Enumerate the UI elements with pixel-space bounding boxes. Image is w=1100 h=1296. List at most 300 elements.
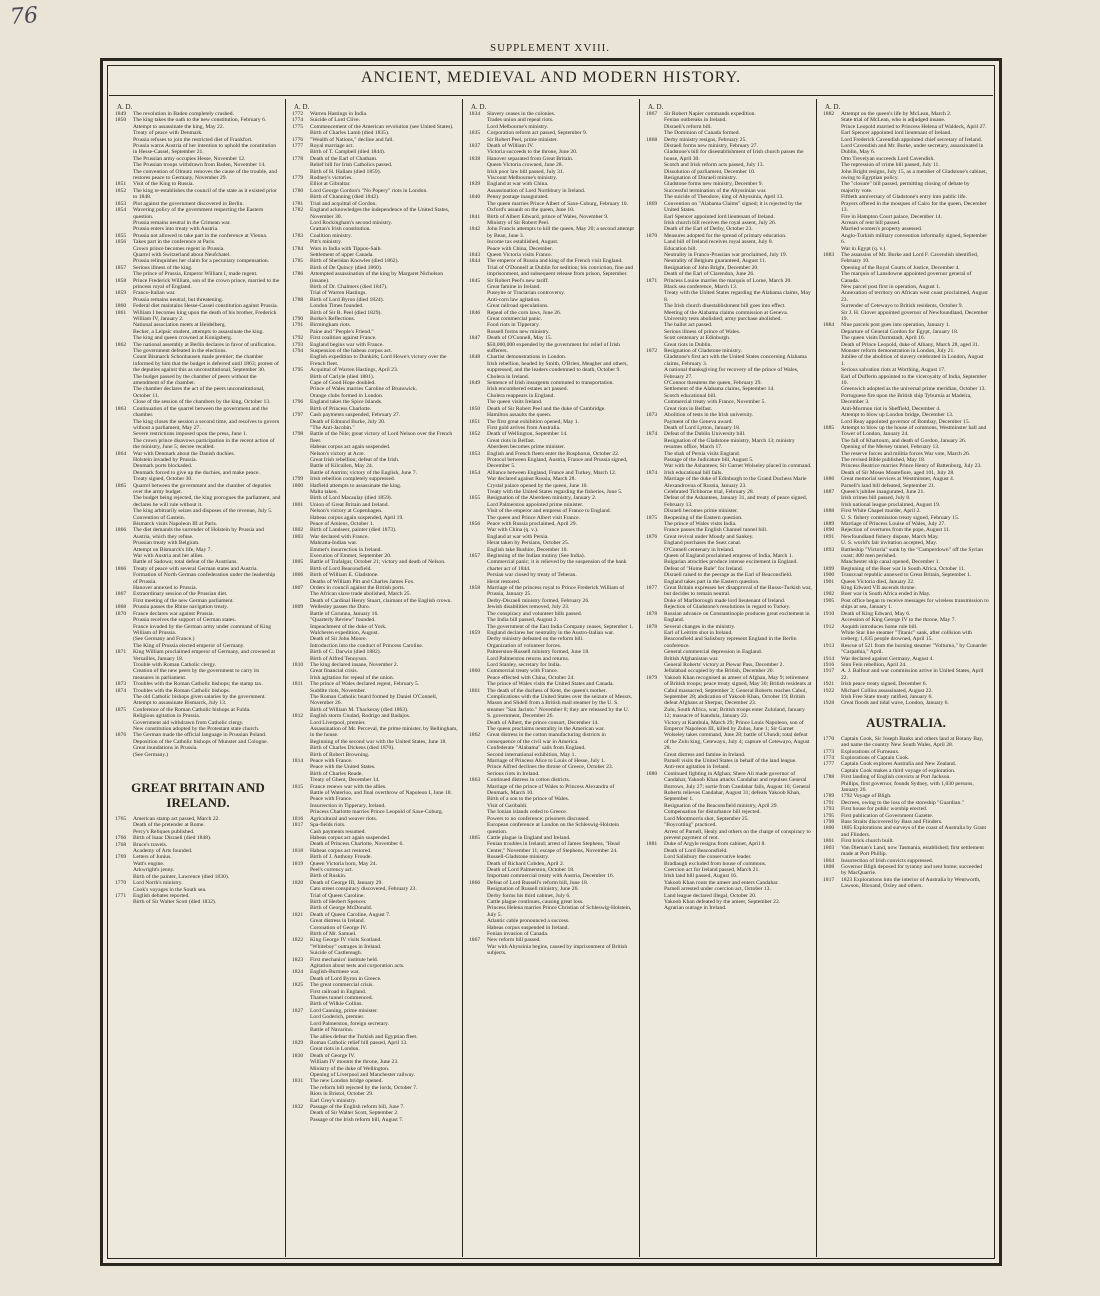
timeline-entry: [646, 771, 812, 803]
entry-text: Great riots in Belfast.: [487, 437, 536, 444]
entry-year: 1827: [292, 1007, 304, 1014]
timeline-entry: [115, 495, 281, 508]
entry-text: Derby forms his third cabinet, July 6.: [487, 892, 571, 899]
entry-text: Commercial treaty with France.: [487, 668, 559, 675]
entry-text: Attempt on Bismarck's life, May 7.: [133, 546, 212, 553]
entry-text: Black sea conference, March 13.: [664, 283, 738, 290]
entry-text: New constitution adopted by the Protestant state church.: [133, 726, 260, 732]
entry-text: Irish poor law bill passed, July 31.: [487, 168, 565, 175]
entry-text: Birth of George McDonald.: [310, 905, 373, 912]
timeline-entry: [115, 278, 281, 291]
entry-text: A. J. Balfour and war commission arrive in United States, April 22.: [841, 668, 984, 681]
entry-year: 1901: [823, 578, 835, 585]
entry-text: Irish rebellion completely suppressed.: [310, 476, 396, 483]
entry-year: 1788: [292, 296, 304, 303]
entry-text: Death of Lord Palmerston, October 18.: [487, 866, 575, 873]
entry-text: Irish land bill passed, August 16.: [664, 873, 738, 880]
entry-text: Wellesley passes the Duro.: [310, 604, 371, 611]
entry-text: Coronation of George IV.: [310, 924, 367, 931]
entry-year: 1829: [292, 1039, 304, 1046]
ad-label: A. D.: [825, 103, 841, 111]
entry-year: 1871: [646, 277, 658, 284]
entry-year: 1772: [292, 111, 304, 117]
entry-text: The king and queen crowned at Konigsberg.: [133, 335, 233, 342]
entry-text: Marriage of Princess Alice to Louis of Hesse, July 1.: [487, 758, 606, 765]
entry-year: 1913: [823, 642, 835, 649]
entry-text: Continued distress in cotton districts.: [487, 777, 571, 784]
timeline-entry: [646, 438, 812, 451]
entry-text: Puseyite or Tractarian controversy.: [487, 290, 565, 297]
entry-year: [646, 707, 664, 720]
entry-text: War declared against Germany, August 4.: [841, 655, 934, 662]
timeline-entry: [823, 252, 989, 265]
supplement-header: SUPPLEMENT XVIII.: [489, 42, 611, 54]
entry-text: Battle of Navarino.: [310, 1027, 354, 1034]
timeline-entry: [115, 188, 281, 201]
entry-text: The queen visits Ireland.: [487, 399, 543, 406]
entry-text: Union of Great Britain and Ireland.: [310, 501, 389, 508]
entry-text: American stamp act passed, March 22.: [133, 816, 220, 823]
entry-text: Gladstone's bill for disestablishment of Irish church passes the house, April 30.: [664, 149, 804, 162]
entry-text: Ministry of Sir Robert Peel.: [487, 219, 550, 226]
entry-text: Quarrel with Switzerland about Neufchatel.: [133, 251, 231, 258]
entry-year: [823, 143, 841, 156]
entry-text: Agitation about tests and corporation acts.: [310, 963, 405, 970]
entry-text: Cato street conspiracy discovered, February 23.: [310, 886, 417, 893]
entry-year: 1857: [115, 264, 127, 271]
entry-year: 1860: [469, 668, 481, 675]
timeline-entry: [646, 290, 812, 303]
entry-text: First meeting of the new German parliament.: [133, 597, 234, 604]
entry-year: 1849: [469, 380, 481, 387]
entry-year: 1858: [115, 277, 127, 284]
timeline-entry: [823, 825, 989, 838]
entry-text: Bruce's travels.: [133, 841, 168, 848]
entry-text: New parcel post first in operation, August 1.: [841, 283, 941, 290]
entry-text: Irish rebellion, headed by Smith, O'Brien, Meagher and others, suppressed, and the leaders condemned to death, October 9.: [487, 360, 628, 374]
timeline-entry: [115, 419, 281, 432]
entry-text: Birth of Charles Reade.: [310, 770, 363, 777]
entry-text: Sir Robert Napier commands expedition.: [664, 111, 756, 117]
entry-text: Lord North's ministry.: [133, 880, 183, 887]
entry-text: Yakoob Khan defeated by the ameer, September 22.: [664, 898, 781, 905]
entry-year: 1856: [115, 239, 127, 246]
entry-text: Attempt on the queen's life by McLean, March 2.: [841, 111, 952, 117]
entry-year: [292, 726, 310, 739]
entry-year: 1867: [469, 937, 481, 944]
entry-text: Peace effected with China, October 24.: [487, 674, 575, 681]
entry-text: Great riots in London.: [310, 1046, 360, 1053]
entry-year: 1834: [469, 111, 481, 117]
entry-year: [469, 457, 487, 470]
entry-year: [646, 495, 664, 508]
entry-text: First railroad in England.: [310, 988, 367, 995]
entry-year: 1825: [292, 982, 304, 989]
entry-text: Oxford's assault on the queen, June 10.: [487, 207, 575, 214]
entry-year: 1798: [292, 431, 304, 438]
entry-year: 1861: [115, 309, 127, 316]
entry-text: Resignation of Disraeli ministry.: [664, 175, 737, 182]
entry-text: Yakoob Khan recognised as ameer of Afghan, May 9; retirement of British troops; peace treaty signed, May 30; British residents at Cabul massacred, September 3; General Roberts reaches Cabul, September 28; abdication of Yakoob Khan, October 19; British defeat Afghans at Sherpur, December 23.: [664, 674, 812, 707]
entry-year: 1769: [115, 854, 127, 861]
ad-label: A. D.: [117, 103, 133, 111]
entry-text: The Irish church disestablishment bill goes into effect.: [664, 303, 786, 310]
entry-year: 1810: [292, 661, 304, 668]
entry-year: [823, 781, 841, 794]
entry-text: The prince of Wales visits the United States and Canada.: [487, 681, 614, 688]
entry-year: [646, 476, 664, 489]
timeline-entry: [823, 425, 989, 438]
entry-text: Death of Lord Beaconsfield.: [664, 847, 728, 854]
entry-text: Death of Sir Walter Scott, September 2.: [310, 1110, 399, 1117]
entry-year: 1786: [292, 271, 304, 278]
entry-text: Resignation of the Beaconsfield ministry, April 29.: [664, 802, 778, 809]
entry-year: [469, 342, 487, 355]
entry-text: Treaty of peace with several German states and Austria.: [133, 565, 258, 572]
entry-text: Great riots in Belfast.: [664, 405, 713, 412]
entry-text: Death of Lord Byron in Greece.: [310, 975, 382, 982]
entry-year: 1766: [115, 835, 127, 842]
entry-year: [646, 829, 664, 842]
entry-year: 1854: [115, 207, 127, 214]
entry-text: Hanover annexed to Prussia.: [133, 585, 198, 592]
entry-text: First brick church built.: [841, 838, 894, 845]
entry-text: Battle of Waterloo, and final overthrow of Napoleon I, June 18.: [310, 790, 452, 797]
entry-text: Abolition of tests in the Irish university.: [664, 412, 754, 419]
entry-text: 1805 Explorations and surveys of the coast of Australia by Grant and Flinders.: [841, 825, 987, 838]
entry-text: Birth of William M. Thackeray (died 1863).: [310, 706, 409, 713]
entry-text: Decrees, owing to the loss of the storeship "Guardian.": [841, 799, 964, 806]
entry-text: Settlement of the Alabama claims, September 14.: [664, 386, 775, 393]
entry-text: The king declared insane, November 2.: [310, 661, 399, 668]
entry-text: Birth of a son to the prince of Wales.: [487, 796, 570, 803]
entry-year: 1928: [823, 700, 835, 707]
entry-year: 1876: [115, 732, 127, 739]
entry-text: Agrarian outrage in Ireland.: [664, 905, 727, 912]
entry-text: Habeas corpus act again suspended.: [310, 444, 391, 451]
entry-text: Coalition ministry.: [310, 232, 352, 239]
entry-text: War in Egypt (q. v.).: [841, 245, 887, 252]
timeline-entry: [115, 483, 281, 496]
entry-text: Birmingham riots.: [310, 322, 352, 329]
entry-text: Lord Reay appointed governor of Bombay, December 15.: [841, 418, 971, 425]
entry-text: Death of Queen Caroline, August 7.: [310, 911, 391, 918]
entry-text: King George IV visits Scotland.: [310, 937, 382, 944]
entry-text: Birth of William E. Gladstone.: [310, 572, 379, 579]
entry-text: Great riots in Dublin.: [664, 341, 712, 348]
entry-text: Birth of Lord Beaconsfield.: [310, 565, 372, 572]
entry-year: 1803: [292, 533, 304, 540]
entry-text: European conference at London on the Schleswig-Holstein question.: [487, 822, 620, 835]
entry-text: Prussia relinquishes her claim for a pecuniary compensation.: [133, 258, 270, 265]
entry-text: Beginning of the Indian mutiny (See India).: [487, 553, 586, 560]
entry-text: Prayers offered in the mosques of Cairo for the queen, December 13.: [841, 200, 987, 214]
entry-text: Convention on "Alabama Claims" signed; it is rejected by the United States.: [664, 200, 803, 214]
entry-year: 1830: [292, 1052, 304, 1059]
entry-text: Pitt's ministry.: [310, 239, 343, 246]
entry-text: Suicide of Castlereagh.: [310, 950, 363, 957]
entry-text: Great distress and famine in Ireland.: [664, 751, 746, 758]
entry-text: Great distress in Ireland.: [310, 918, 365, 925]
great-britain-entries-5: [823, 111, 989, 707]
timeline-entry: [469, 694, 635, 720]
entry-year: 1855: [115, 232, 127, 239]
entry-text: Education bill.: [664, 245, 697, 252]
entry-year: 1843: [469, 251, 481, 258]
entry-text: Death of Edmund Burke, July 20.: [310, 418, 386, 425]
timeline-entry: [646, 905, 812, 911]
timeline-entry: [469, 905, 635, 918]
entry-text: Trial of Queen Caroline.: [310, 892, 365, 899]
entry-text: Assassination of Mr. Perceval, the prime minister, by Bellingham, in the house.: [310, 726, 458, 739]
entry-text: The conspiracy and volunteer bills passed.: [487, 610, 583, 617]
entry-year: 1797: [292, 412, 304, 419]
entry-text: Serious salvation riots at Worthing, August 17.: [841, 367, 946, 374]
entry-text: Execution of Emmet, September 20.: [310, 553, 392, 560]
entry-text: English debates reported.: [133, 892, 190, 899]
entry-year: 1868: [646, 136, 658, 143]
entry-text: England takes the Spice Islands.: [310, 399, 383, 406]
timeline-entry: [646, 149, 812, 162]
timeline-entry: [469, 265, 635, 278]
entry-text: Death of Sir Moses Montefiore, aged 101, July 28.: [841, 469, 955, 476]
entry-text: England declares her neutrality in the Austro-Italian war.: [487, 629, 615, 636]
entry-text: Confederate "Alabama" sails from England.: [487, 745, 586, 752]
entry-text: Death of William IV.: [487, 143, 534, 150]
entry-text: Death of the Earl of Chatham.: [310, 155, 378, 162]
entry-year: [469, 361, 487, 374]
entry-text: Peace with France.: [310, 758, 353, 765]
timeline-entry: [646, 829, 812, 842]
ad-label: A. D.: [648, 103, 664, 111]
entry-text: Troubles with the Roman Catholic bishops; the stamp tax.: [133, 681, 263, 688]
entry-text: Rejection of overtures from the pope, August 11.: [841, 527, 951, 534]
entry-text: Birth of Sheridan Knowles (died 1862).: [310, 258, 399, 265]
entry-text: Attempt to blow up London bridge, December 13.: [841, 412, 954, 419]
entry-text: First White Chapel murder, April 2.: [841, 508, 921, 515]
entry-year: 1866: [115, 527, 127, 534]
entry-year: [469, 841, 487, 854]
entry-text: Land league declared illegal, October 20.: [664, 892, 757, 899]
entry-text: Resignation of Russell ministry, June 26.: [487, 886, 579, 893]
timeline-entry: [646, 495, 812, 508]
entry-text: Manchester ship canal opened, December 1.: [841, 559, 940, 566]
entry-text: "Quarterly Review" founded.: [310, 617, 376, 624]
entry-year: 1855: [469, 495, 481, 502]
entry-text: Federal diet maintains Hesse-Cassel constitution against Prussia.: [133, 303, 278, 310]
entry-text: Birth of Sir R. Peel (died 1829).: [310, 309, 382, 316]
entry-year: 1801: [292, 501, 304, 508]
entry-year: 1803: [823, 844, 835, 851]
entry-year: 1852: [469, 431, 481, 438]
entry-year: 1770: [823, 735, 835, 742]
entry-year: 1874: [646, 469, 658, 476]
timeline-entry: [823, 181, 989, 194]
entry-year: 1790: [292, 316, 304, 322]
entry-text: Bismarck visits Napoleon III at Paris.: [133, 521, 218, 527]
entry-year: [646, 149, 664, 162]
entry-year: 1863: [469, 777, 481, 784]
entry-text: London Times founded.: [310, 303, 364, 310]
entry-text: The German made the official language in Prussian Poland.: [133, 732, 267, 739]
entry-year: 1789: [823, 793, 835, 800]
entry-text: Government aid withdrawn from Catholic clergy.: [133, 719, 244, 726]
entry-text: The queen and Prince Albert visit France.: [487, 514, 581, 521]
entry-year: 1819: [292, 860, 304, 867]
entry-text: Slavery ceases in the colonies.: [487, 111, 556, 117]
entry-text: Crystal palace opened by the queen, June 10.: [487, 482, 588, 489]
entry-text: Prussia refuses to join the restricted diet of Frankfort.: [133, 136, 253, 143]
entry-text: Monster reform demonstration in London, July 21.: [841, 348, 955, 355]
entry-year: 1774: [292, 117, 304, 124]
entry-text: Hatfield attempts to assassinate the king.: [310, 482, 402, 489]
entry-text: 1823 Explorations into the interior of Australia by Wentworth, Lawson, Bloxand, Oxley and others.: [841, 876, 981, 890]
timeline-entry: [823, 736, 989, 749]
entry-text: Income tax established, August.: [487, 239, 559, 246]
entry-text: Important commercial treaty with Austria, December 16.: [487, 873, 615, 880]
entry-text: Battle of the Nile; great victory of Lord Nelson over the French fleet.: [310, 431, 453, 444]
entry-text: The government of the East India Company ceases, September 1.: [487, 623, 634, 630]
entry-text: Fenian outbreaks in Ireland.: [664, 117, 727, 124]
entry-text: "Wealth of Nations," decline and fall.: [310, 136, 394, 143]
entry-text: Trial of Warren Hastings.: [310, 290, 367, 297]
entry-text: Death of Sir John Moore.: [310, 636, 368, 643]
entry-text: The first great exhibition opened, May 1.: [487, 418, 579, 425]
entry-text: Death of Wellington, September 14.: [487, 431, 568, 438]
entry-year: [823, 201, 841, 214]
entry-text: Food riots in Tipperary.: [487, 322, 540, 329]
entry-text: William I becomes king upon the death of his brother, Frederick William IV, January 2.: [133, 309, 277, 322]
entry-year: 1779: [292, 175, 304, 182]
entry-year: 1792: [292, 335, 304, 342]
entry-text: Protocol between England, Austria, France and Prussia signed, December 5.: [487, 456, 628, 470]
entry-text: Scott centenary at Edinburgh.: [664, 335, 731, 342]
entry-text: Suspension of the habeas corpus act.: [310, 348, 393, 355]
entry-text: Battleship "Victoria" sunk by the "Camperdown" off the Syrian coast; 400 men perished.: [841, 546, 983, 560]
entry-text: King William proclaimed emperor of Germany, and crowned at Versailles, January 18.: [133, 649, 276, 662]
entry-text: Death of Lord Lytton, January 18.: [664, 424, 741, 431]
entry-text: Arkwright's jenny.: [133, 867, 175, 874]
entry-text: Birth of Alfred Tennyson.: [310, 655, 368, 662]
entry-text: Suddite riots, November.: [310, 687, 366, 694]
entry-text: First coalition against France.: [310, 335, 377, 342]
entry-text: Captain Cook, Sir Joseph Banks and others land at Botany Bay, and name the country New South Wales, April 28.: [841, 735, 984, 749]
entry-text: Habeas corpus suspended in Ireland.: [487, 924, 569, 931]
entry-text: Defeat of Lord Russell's reform bill, June 18.: [487, 879, 589, 886]
entry-year: 1784: [292, 245, 304, 252]
entry-year: 1890: [823, 527, 835, 534]
entry-text: Palmerston-Russell ministry formed, June 18.: [487, 649, 590, 656]
entry-year: 1806: [292, 572, 304, 579]
entry-text: Beaconsfield and Salisbury represent England in the Berlin conference.: [664, 636, 797, 649]
entry-year: 1847: [469, 335, 481, 342]
entry-year: [469, 822, 487, 835]
entry-year: [646, 354, 664, 367]
entry-text: The assassins of Mr. Burke and Lord F. Cavendish identified, February 10.: [841, 251, 979, 265]
entry-text: Lord Frederick Cavendish appointed chief secretary of Ireland.: [841, 136, 983, 143]
entry-text: Lord Salisbury the conservative leader.: [664, 854, 752, 861]
entry-text: Corporation reform act passed, September 9.: [487, 130, 588, 137]
entry-text: Second international exhibition, May 1.: [487, 751, 576, 758]
entry-text: Herat taken by Persians, October 25.: [487, 540, 570, 547]
entry-text: Lord Melbourne's ministry.: [487, 123, 549, 130]
entry-text: Queen's jubilee inaugurated, June 21.: [841, 488, 925, 495]
entry-year: 1831: [292, 1078, 304, 1085]
entry-text: O'Connor threatens the queen, February 29.: [664, 380, 762, 387]
entry-year: 1774: [823, 755, 835, 761]
entry-text: Percy's Reliques published.: [133, 828, 195, 835]
entry-text: University tests abolished; army purchase abolished.: [664, 316, 782, 322]
entry-text: Birth of Mr. Samuel.: [310, 931, 357, 937]
entry-year: 1823: [292, 956, 304, 963]
timeline-entry: [292, 694, 458, 707]
entry-text: Bass Straits discovered by Bass and Flinders.: [841, 819, 943, 826]
entry-text: Disraeli raised to the peerage as the Earl of Beaconsfield.: [664, 572, 793, 579]
entry-year: 1804: [823, 857, 835, 864]
entry-text: Rodney's victories.: [310, 175, 353, 182]
entry-text: Emmet's insurrection in Ireland.: [310, 546, 382, 553]
entry-text: The ballot act passed.: [664, 322, 713, 329]
entry-year: 1859: [469, 629, 481, 636]
timeline-entry: [823, 169, 989, 182]
timeline-entry: [115, 527, 281, 540]
entry-year: 1824: [292, 969, 304, 976]
entry-year: 1815: [292, 783, 304, 790]
entry-text: Marriage of the princess royal to Prince Frederick William of Prussia, January 25.: [487, 585, 625, 598]
entry-year: 1869: [646, 200, 658, 207]
entry-text: Russell forms new ministry.: [487, 328, 550, 335]
entry-year: 1912: [823, 623, 835, 630]
entry-year: [469, 694, 487, 720]
entry-text: Riots in Bristol, October 29.: [310, 1091, 374, 1098]
entry-text: Treaty with the United States regarding the fisheries, June 5.: [487, 488, 623, 495]
entry-text: Parnell visits the United States in behalf of the land league.: [664, 758, 797, 765]
entry-text: Peace of Amiens, October 1.: [310, 521, 374, 527]
entry-year: 1851: [115, 181, 127, 188]
entry-year: 1844: [469, 258, 481, 265]
entry-year: 1807: [292, 585, 304, 592]
entry-text: Great distress in the cotton manufacturing districts in consequence of the civil war in America.: [487, 732, 606, 745]
entry-text: Visit of the emperor and empress of France to England.: [487, 508, 611, 515]
entry-year: 1783: [292, 232, 304, 239]
entry-text: Rescue of 521 from the burning steamer "Volturno," by Cunarder "Carpathia," April.: [841, 642, 988, 656]
entry-text: Nine parcels post goes into operation, January 1.: [841, 322, 950, 329]
entry-text: The shah of Persia visits England.: [664, 450, 741, 457]
entry-text: Alliance between England, France and Turkey, March 12.: [487, 469, 617, 476]
entry-text: Aberdeen becomes prime minister.: [487, 444, 565, 451]
entry-text: Post office began to receive messages for wireless transmission to ships at sea, January 1.: [841, 597, 989, 611]
entry-text: Duke of Marlborough made lord lieutenant of Ireland.: [664, 597, 786, 604]
entry-text: Death of Richard Cobden, April 2.: [487, 860, 565, 867]
timeline-entry: [646, 201, 812, 214]
timeline-entry: [292, 207, 458, 220]
entry-text: Prince Alfred declines the throne of Greece, October 23.: [487, 764, 614, 771]
entry-text: The Roman Catholic board formed by Daniel O'Connell, November 26.: [310, 693, 438, 707]
entry-year: [646, 290, 664, 303]
entry-year: 1800: [823, 825, 835, 832]
entry-text: Lord Stanley, secretary for India.: [487, 661, 561, 668]
entry-text: Birth of Ruskin.: [310, 873, 347, 880]
entry-year: 1841: [469, 213, 481, 220]
entry-year: [646, 636, 664, 649]
entry-text: Franco-Italian war.: [133, 290, 176, 297]
entry-text: Atlantic cable pronounced a success.: [487, 918, 570, 925]
entry-year: 1883: [823, 251, 835, 258]
entry-text: Asquith introduces home rule bill.: [841, 623, 918, 630]
timeline-entry: [646, 636, 812, 649]
entry-year: 1794: [292, 348, 304, 355]
entry-text: Meeting of the Alabama claims commission at Geneva.: [664, 309, 788, 316]
